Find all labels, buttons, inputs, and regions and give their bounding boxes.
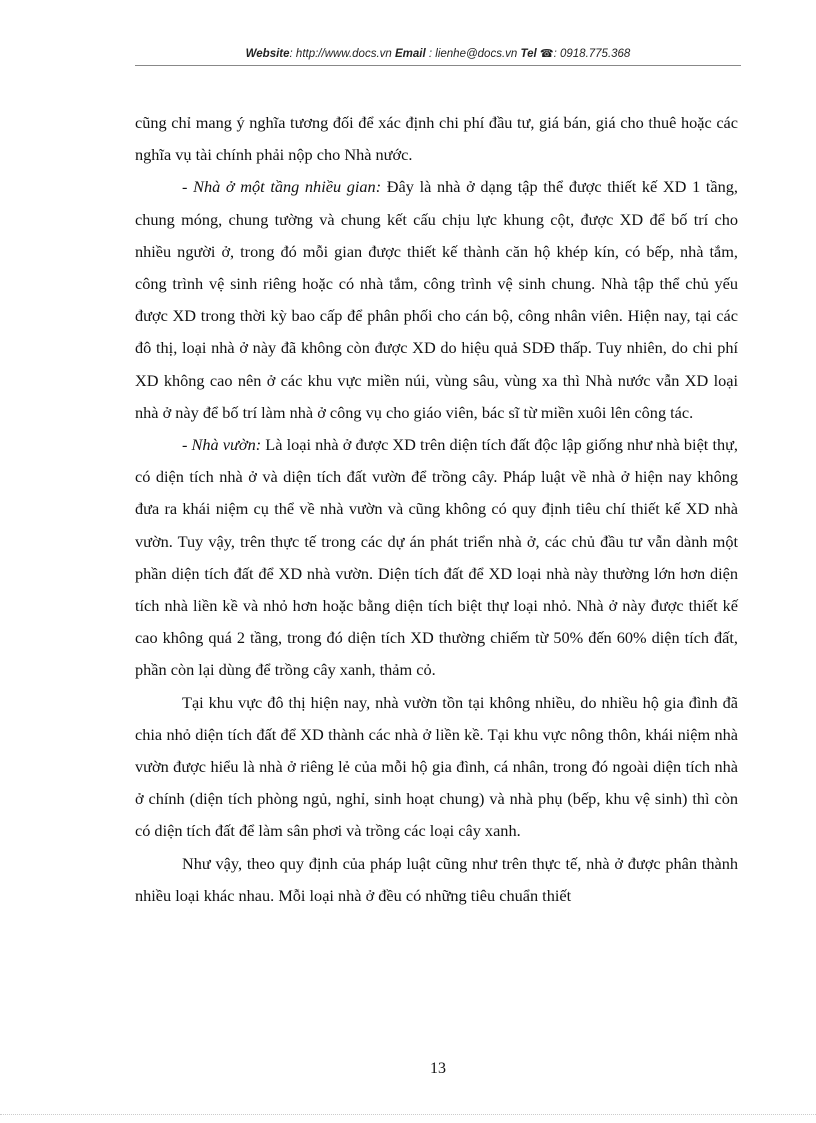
email-value: : lienhe@docs.vn xyxy=(428,48,518,60)
website-value: : http://www.docs.vn xyxy=(289,48,392,60)
page-number: 13 xyxy=(430,1060,446,1077)
paragraph-1: cũng chỉ mang ý nghĩa tương đối để xác định chi phí đầu tư, giá bán, giá cho thuê hoặc các nghĩa vụ tài chính phải nộp cho Nhà nước. xyxy=(135,113,738,165)
phone-icon: ☎ xyxy=(539,48,554,60)
document-body xyxy=(135,107,738,912)
page-header xyxy=(135,47,741,60)
tel-label: Tel xyxy=(520,48,537,60)
paragraph-3-text: Là loại nhà ở được XD trên diện tích đất độc lập giống như nhà biệt thự, có diện tích nhà ở và diện tích đất vườn để trồng cây. Pháp luật về nhà ở hiện nay không đưa ra khái niệm cụ thể về nhà vườn và cũng không có quy định tiêu chí thiết kế XD nhà vườn. Tuy vậy, trên thực tế trong các dự án phát triển nhà ở, các chủ đầu tư vẫn dành một phần diện tích đất để XD nhà vườn. Diện tích đất để XD loại nhà này thường lớn hơn diện tích nhà liền kề và nhỏ hơn hoặc bằng diện tích biệt thự loại nhỏ. Nhà ở này được thiết kế cao không quá 2 tầng, trong đó diện tích XD thường chiếm từ 50% đến 60% diện tích đất, phần còn lại dùng để trồng cây xanh, thảm cỏ. xyxy=(135,435,738,680)
paragraph-4: Tại khu vực đô thị hiện nay, nhà vườn tồn tại không nhiều, do nhiều hộ gia đình đã chia nhỏ diện tích đất để XD thành các nhà ở liền kề. Tại khu vực nông thôn, khái niệm nhà vườn được hiểu là nhà ở riêng lẻ của mỗi hộ gia đình, cá nhân, trong đó ngoài diện tích nhà ở chính (diện tích phòng ngủ, nghỉ, sinh hoạt chung) và nhà phụ (bếp, khu vệ sinh) thì còn có diện tích đất để làm sân phơi và trồng các loại cây xanh. xyxy=(135,692,738,841)
website-label: Website xyxy=(245,48,290,60)
tel-value: : 0918.775.368 xyxy=(553,48,631,60)
paragraph-2-text: Đây là nhà ở dạng tập thể được thiết kế XD 1 tầng, chung móng, chung tường và chung kết cấu chịu lực khung cột, được XD để bố trí cho nhiều người ở, trong đó mỗi gian được thiết kế thành căn hộ khép kín, có bếp, nhà tắm, công trình vệ sinh riêng hoặc có nhà tắm, công trình vệ sinh chung. Nhà tập thể chủ yếu được XD trong thời kỳ bao cấp để phân phối cho cán bộ, công nhân viên. Hiện nay, tại các đô thị, loại nhà ở này đã không còn được XD do hiệu quả SDĐ thấp. Tuy nhiên, do chi phí XD không cao nên ở các khu vực miền núi, vùng sâu, vùng xa thì Nhà nước vẫn XD loại nhà ở này để bố trí làm nhà ở công vụ cho giáo viên, bác sĩ từ miền xuôi lên công tác. xyxy=(135,177,738,422)
email-label: Email xyxy=(395,48,426,60)
term-one-storey-house: - Nhà ở một tầng nhiều gian: xyxy=(182,177,382,197)
paragraph-3 xyxy=(135,429,738,687)
paragraph-2 xyxy=(135,171,738,429)
footer-divider xyxy=(0,1114,816,1115)
header-divider xyxy=(135,65,741,66)
paragraph-5: Như vậy, theo quy định của pháp luật cũng như trên thực tế, nhà ở được phân thành nhiều loại khác nhau. Mỗi loại nhà ở đều có những tiêu chuẩn thiết xyxy=(135,853,738,905)
term-garden-house: - Nhà vườn: xyxy=(182,435,262,455)
